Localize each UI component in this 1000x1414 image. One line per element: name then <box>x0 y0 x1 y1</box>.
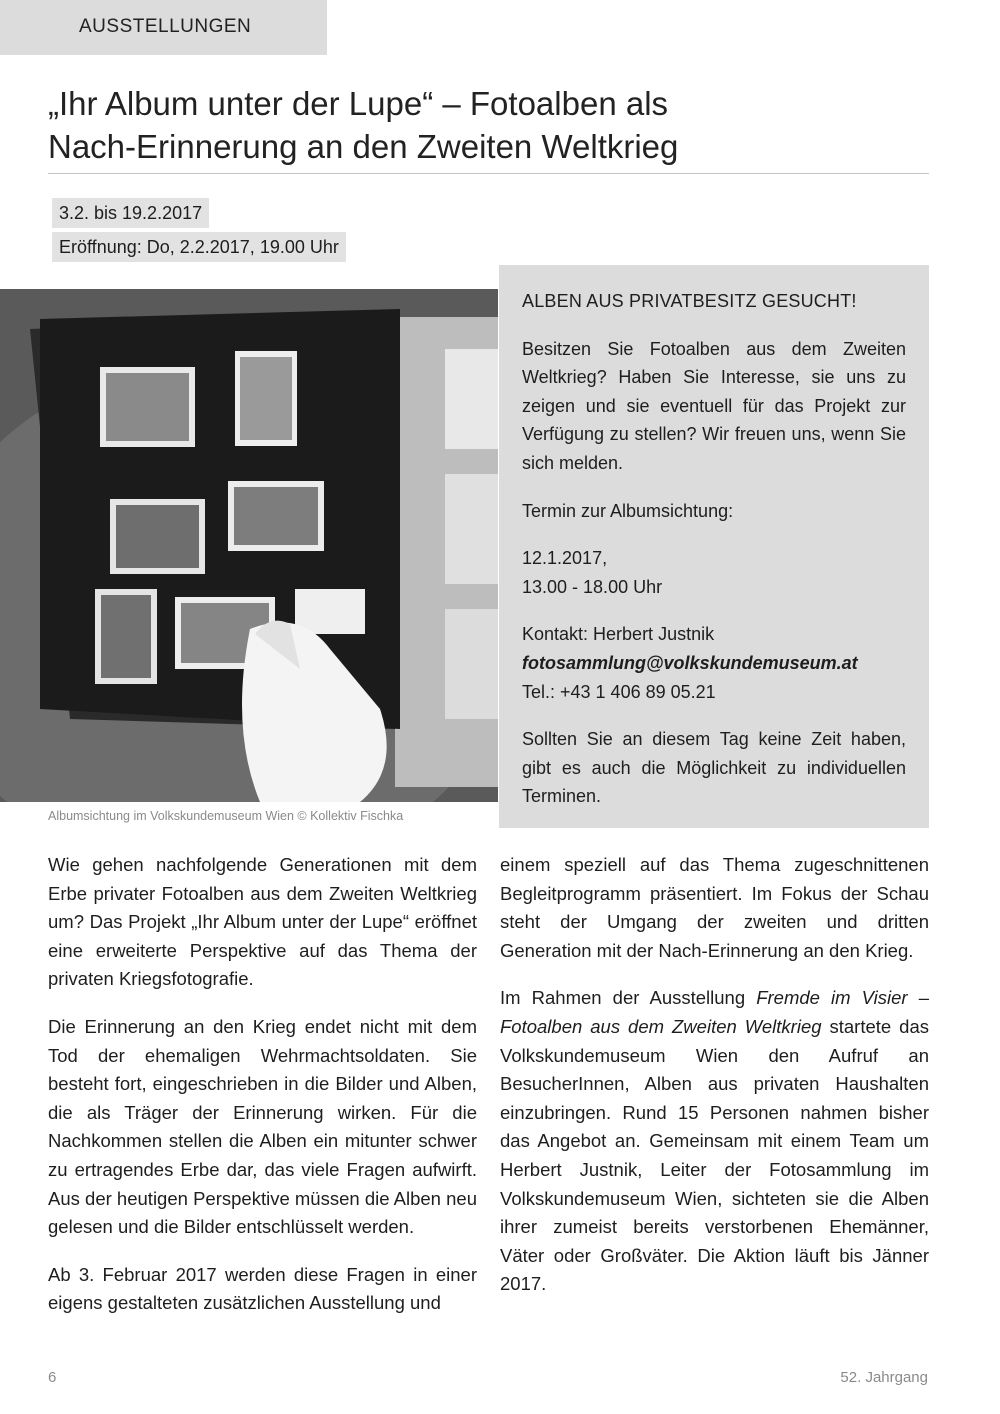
infobox-heading: ALBEN AUS PRIVATBESITZ GESUCHT! <box>522 291 857 311</box>
title-line-1: „Ihr Album unter der Lupe“ – Fotoalben als <box>48 85 669 122</box>
paragraph: Wie gehen nachfolgende Generationen mit dem Erbe privater Fotoalben aus dem Zweiten Weltkrieg um? Das Projekt „Ihr Album unter der Lupe“ eröffnet eine erweiterte Perspektive auf das Thema der privaten Kriegsfotografie. <box>48 854 477 990</box>
album-photo <box>0 289 498 802</box>
contact-block <box>522 620 906 706</box>
title-divider <box>48 173 929 174</box>
exhibition-title: Fremde im Visier – Fotoalben aus dem Zweiten Weltkrieg <box>500 987 929 1037</box>
page-number: 6 <box>48 1369 57 1386</box>
page-title <box>48 82 928 168</box>
paragraph-end: startete das Volkskundemuseum Wien den Aufruf an BesucherInnen, Alben aus privaten Haushalten einzubringen. Rund 15 Personen nahmen bisher das Angebot an. Gemeinsam mit einem Team um Herbert Justnik, Leiter der Fotosammlung im Volkskundemuseum Wien, sichteten sie die Alben ihrer zumeist bereits verstorbenen Ehemänner, Väter oder Großväter. Die Aktion läuft bis Jänner 2017. <box>500 1015 929 1295</box>
termin-time: 13.00 - 18.00 Uhr <box>522 576 663 597</box>
photo-caption: Albumsichtung im Volkskundemuseum Wien © Kollektiv Fischka <box>48 809 404 823</box>
date-range-tag: 3.2. bis 19.2.2017 <box>52 198 209 228</box>
termin-label: Termin zur Albumsichtung: <box>522 500 734 521</box>
paragraph: einem speziell auf das Thema zugeschnittenen Begleitprogramm präsentiert. Im Fokus der Schau steht der Umgang der zweiten und dritten Generation mit der Nach-Erinnerung an den Krieg. <box>500 854 929 961</box>
volume-label: 52. Jahrgang <box>840 1369 928 1386</box>
contact-email-link[interactable]: fotosammlung@volkskundemuseum.at <box>522 652 858 673</box>
termin-date: 12.1.2017, <box>522 548 608 569</box>
section-label: AUSSTELLUNGEN <box>0 0 327 55</box>
infobox-note: Sollten Sie an diesem Tag keine Zeit haben, gibt es auch die Möglichkeit zu individuellen Terminen. <box>522 729 906 807</box>
title-line-2: Nach-Erinnerung an den Zweiten Weltkrieg <box>48 128 679 165</box>
termin-details <box>522 544 906 601</box>
paragraph <box>500 984 929 1299</box>
body-column-right <box>500 851 929 1318</box>
contact-phone: Tel.: +43 1 406 89 05.21 <box>522 681 716 702</box>
body-column-left <box>48 851 477 1337</box>
call-for-albums-box <box>499 265 929 828</box>
contact-name: Kontakt: Herbert Justnik <box>522 624 715 645</box>
infobox-intro: Besitzen Sie Fotoalben aus dem Zweiten Weltkrieg? Haben Sie Interesse, sie uns zu zeigen und sie eventuell für das Projekt zur Verfügung zu stellen? Wir freuen uns, wenn Sie sich melden. <box>522 338 906 473</box>
opening-tag: Eröffnung: Do, 2.2.2017, 19.00 Uhr <box>52 232 346 262</box>
paragraph-start: Im Rahmen der Ausstellung <box>500 987 757 1009</box>
paragraph: Die Erinnerung an den Krieg endet nicht mit dem Tod der ehemaligen Wehrmachtsoldaten. Sie besteht fort, eingeschrieben in die Bilder und Alben, die als Träger der Erinnerung wirken. Für die Nachkommen stellen die Alben ein mitunter schwer zu ertragendes Erbe dar, das viele Fragen aufwirft. Aus der heutigen Perspektive müssen die Alben neu gelesen und die Bilder entschlüsselt werden. <box>48 1015 477 1238</box>
paragraph: Ab 3. Februar 2017 werden diese Fragen in einer eigens gestalteten zusätzlichen Ausstellung und <box>48 1263 477 1314</box>
